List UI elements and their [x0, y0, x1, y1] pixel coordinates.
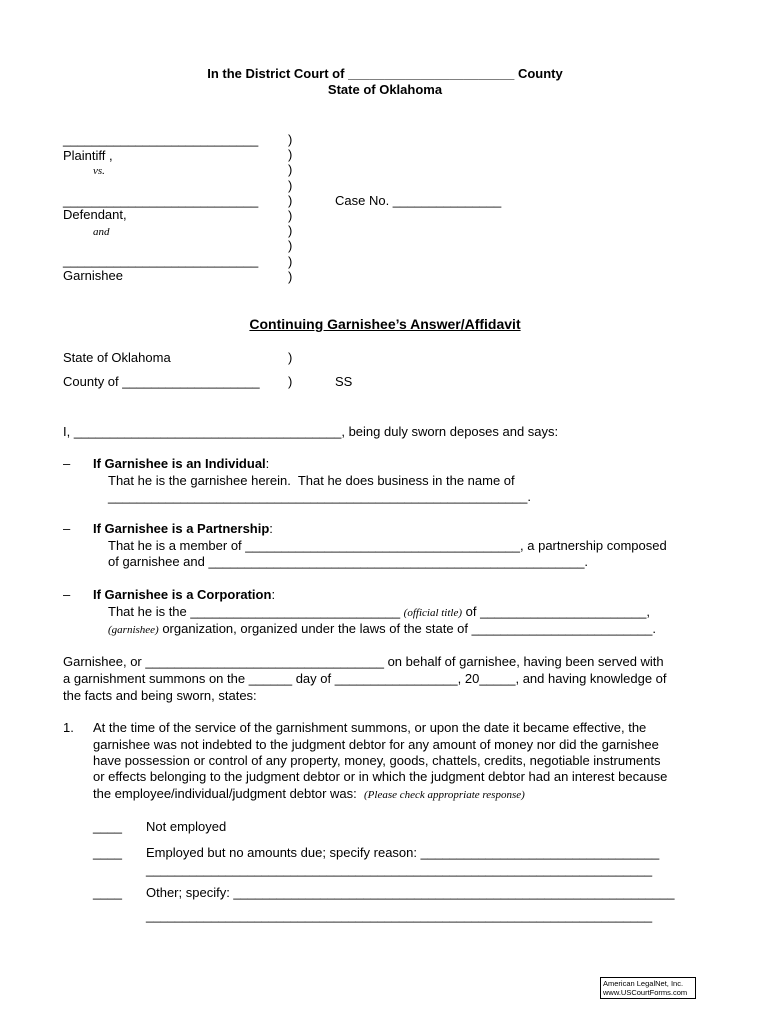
item1-line: garnishee was not indebted to the judgment debtor for any amount of money nor did the garnishee	[93, 737, 659, 752]
caption-paren: )	[288, 269, 293, 284]
garnishee-note: (garnishee)	[108, 624, 159, 636]
defendant-label: Defendant,	[63, 207, 127, 222]
caption-paren: )	[288, 254, 293, 269]
option-employed-extra-line[interactable]: ______________________________________________________________________	[146, 862, 653, 877]
corporation-heading-text: If Garnishee is a Corporation	[93, 587, 272, 602]
option-employed-no-amounts: Employed but no amounts due; specify reason: _________________________________	[146, 845, 660, 860]
case-number: Case No. _______________	[335, 193, 502, 208]
corporation-line1-b: of _______________________,	[462, 604, 650, 619]
venue-ss: SS	[335, 374, 353, 389]
check-response-note: (Please check appropriate response)	[364, 789, 525, 801]
and-label: and	[93, 226, 110, 238]
body-line: Garnishee, or _________________________________ on behalf of garnishee, having been served with	[63, 654, 664, 669]
footer-line1: American LegalNet, Inc.	[603, 979, 684, 988]
option-checkbox-blank[interactable]: ____	[93, 819, 122, 834]
venue-paren: )	[288, 374, 293, 389]
caption-paren: )	[288, 223, 293, 238]
partnership-heading-text: If Garnishee is a Partnership	[93, 521, 270, 536]
individual-line2: __________________________________________________________.	[108, 489, 531, 504]
individual-colon: :	[265, 456, 270, 471]
garnishee-label: Garnishee	[63, 268, 123, 283]
option-not-employed: Not employed	[146, 819, 227, 834]
item1-line-last	[93, 786, 525, 803]
garnishee-blank: ___________________________	[63, 253, 259, 268]
publisher-footer	[600, 977, 696, 999]
item1-line-text: the employee/individual/judgment debtor was:	[93, 786, 364, 801]
deposes-line: I, _____________________________________, being duly sworn deposes and says:	[63, 424, 559, 439]
corporation-line1-a: That he is the _____________________________	[108, 604, 404, 619]
plaintiff-label: Plaintiff ,	[63, 148, 113, 163]
individual-line1: That he is the garnishee herein. That he does business in the name of	[108, 473, 515, 488]
partnership-colon: :	[269, 521, 273, 536]
official-title-note: (official title)	[403, 607, 463, 619]
caption-paren: )	[288, 147, 293, 162]
body-line: a garnishment summons on the ______ day of _________________, 20_____, and having knowledge of	[63, 671, 667, 686]
footer-line2: www.USCourtForms.com	[603, 988, 688, 997]
venue-county: County of ___________________	[63, 374, 260, 389]
individual-heading	[93, 456, 269, 472]
caption-paren: )	[288, 208, 293, 223]
partnership-dash: –	[63, 521, 71, 536]
defendant-blank: ___________________________	[63, 193, 259, 208]
corporation-dash: –	[63, 587, 71, 602]
item1-line: have possession or control of any property, money, goods, chattels, credits, negotiable instruments	[93, 753, 661, 768]
partnership-line1: That he is a member of ______________________________________, a partnership composed	[108, 538, 667, 553]
item1-line: At the time of the service of the garnishment summons, or upon the date it became effective, the	[93, 720, 647, 735]
plaintiff-blank: ___________________________	[63, 132, 259, 147]
caption-paren: )	[288, 178, 293, 193]
caption-paren: )	[288, 132, 293, 147]
caption-paren: )	[288, 238, 293, 253]
option-other: Other; specify: _____________________________________________________________	[146, 885, 675, 900]
court-line: In the District Court of _______________________ County	[207, 66, 563, 81]
vs-label: vs.	[93, 165, 105, 177]
partnership-heading	[93, 521, 273, 537]
item1-line: or effects belonging to the judgment debtor or in which the judgment debtor had an interest because	[93, 769, 668, 784]
individual-dash: –	[63, 456, 71, 471]
item1-number: 1.	[63, 720, 74, 735]
option-other-extra-line[interactable]: ______________________________________________________________________	[146, 908, 653, 923]
body-line: the facts and being sworn, states:	[63, 688, 257, 703]
venue-paren: )	[288, 350, 293, 365]
corporation-heading	[93, 587, 275, 603]
corporation-line1	[108, 604, 650, 621]
caption-paren: )	[288, 193, 293, 208]
caption-paren: )	[288, 162, 293, 177]
option-checkbox-blank[interactable]: ____	[93, 845, 122, 860]
venue-state: State of Oklahoma	[63, 350, 171, 365]
individual-heading-text: If Garnishee is an Individual	[93, 456, 266, 471]
partnership-line2: of garnishee and ____________________________________________________.	[108, 554, 589, 569]
state-line: State of Oklahoma	[327, 82, 443, 97]
corporation-colon: :	[271, 587, 276, 602]
document-title: Continuing Garnishee’s Answer/Affidavit	[249, 316, 521, 332]
corporation-line2	[108, 621, 656, 638]
option-checkbox-blank[interactable]: ____	[93, 885, 122, 900]
corporation-line2-b: organization, organized under the laws of the state of _________________________.	[158, 621, 657, 636]
